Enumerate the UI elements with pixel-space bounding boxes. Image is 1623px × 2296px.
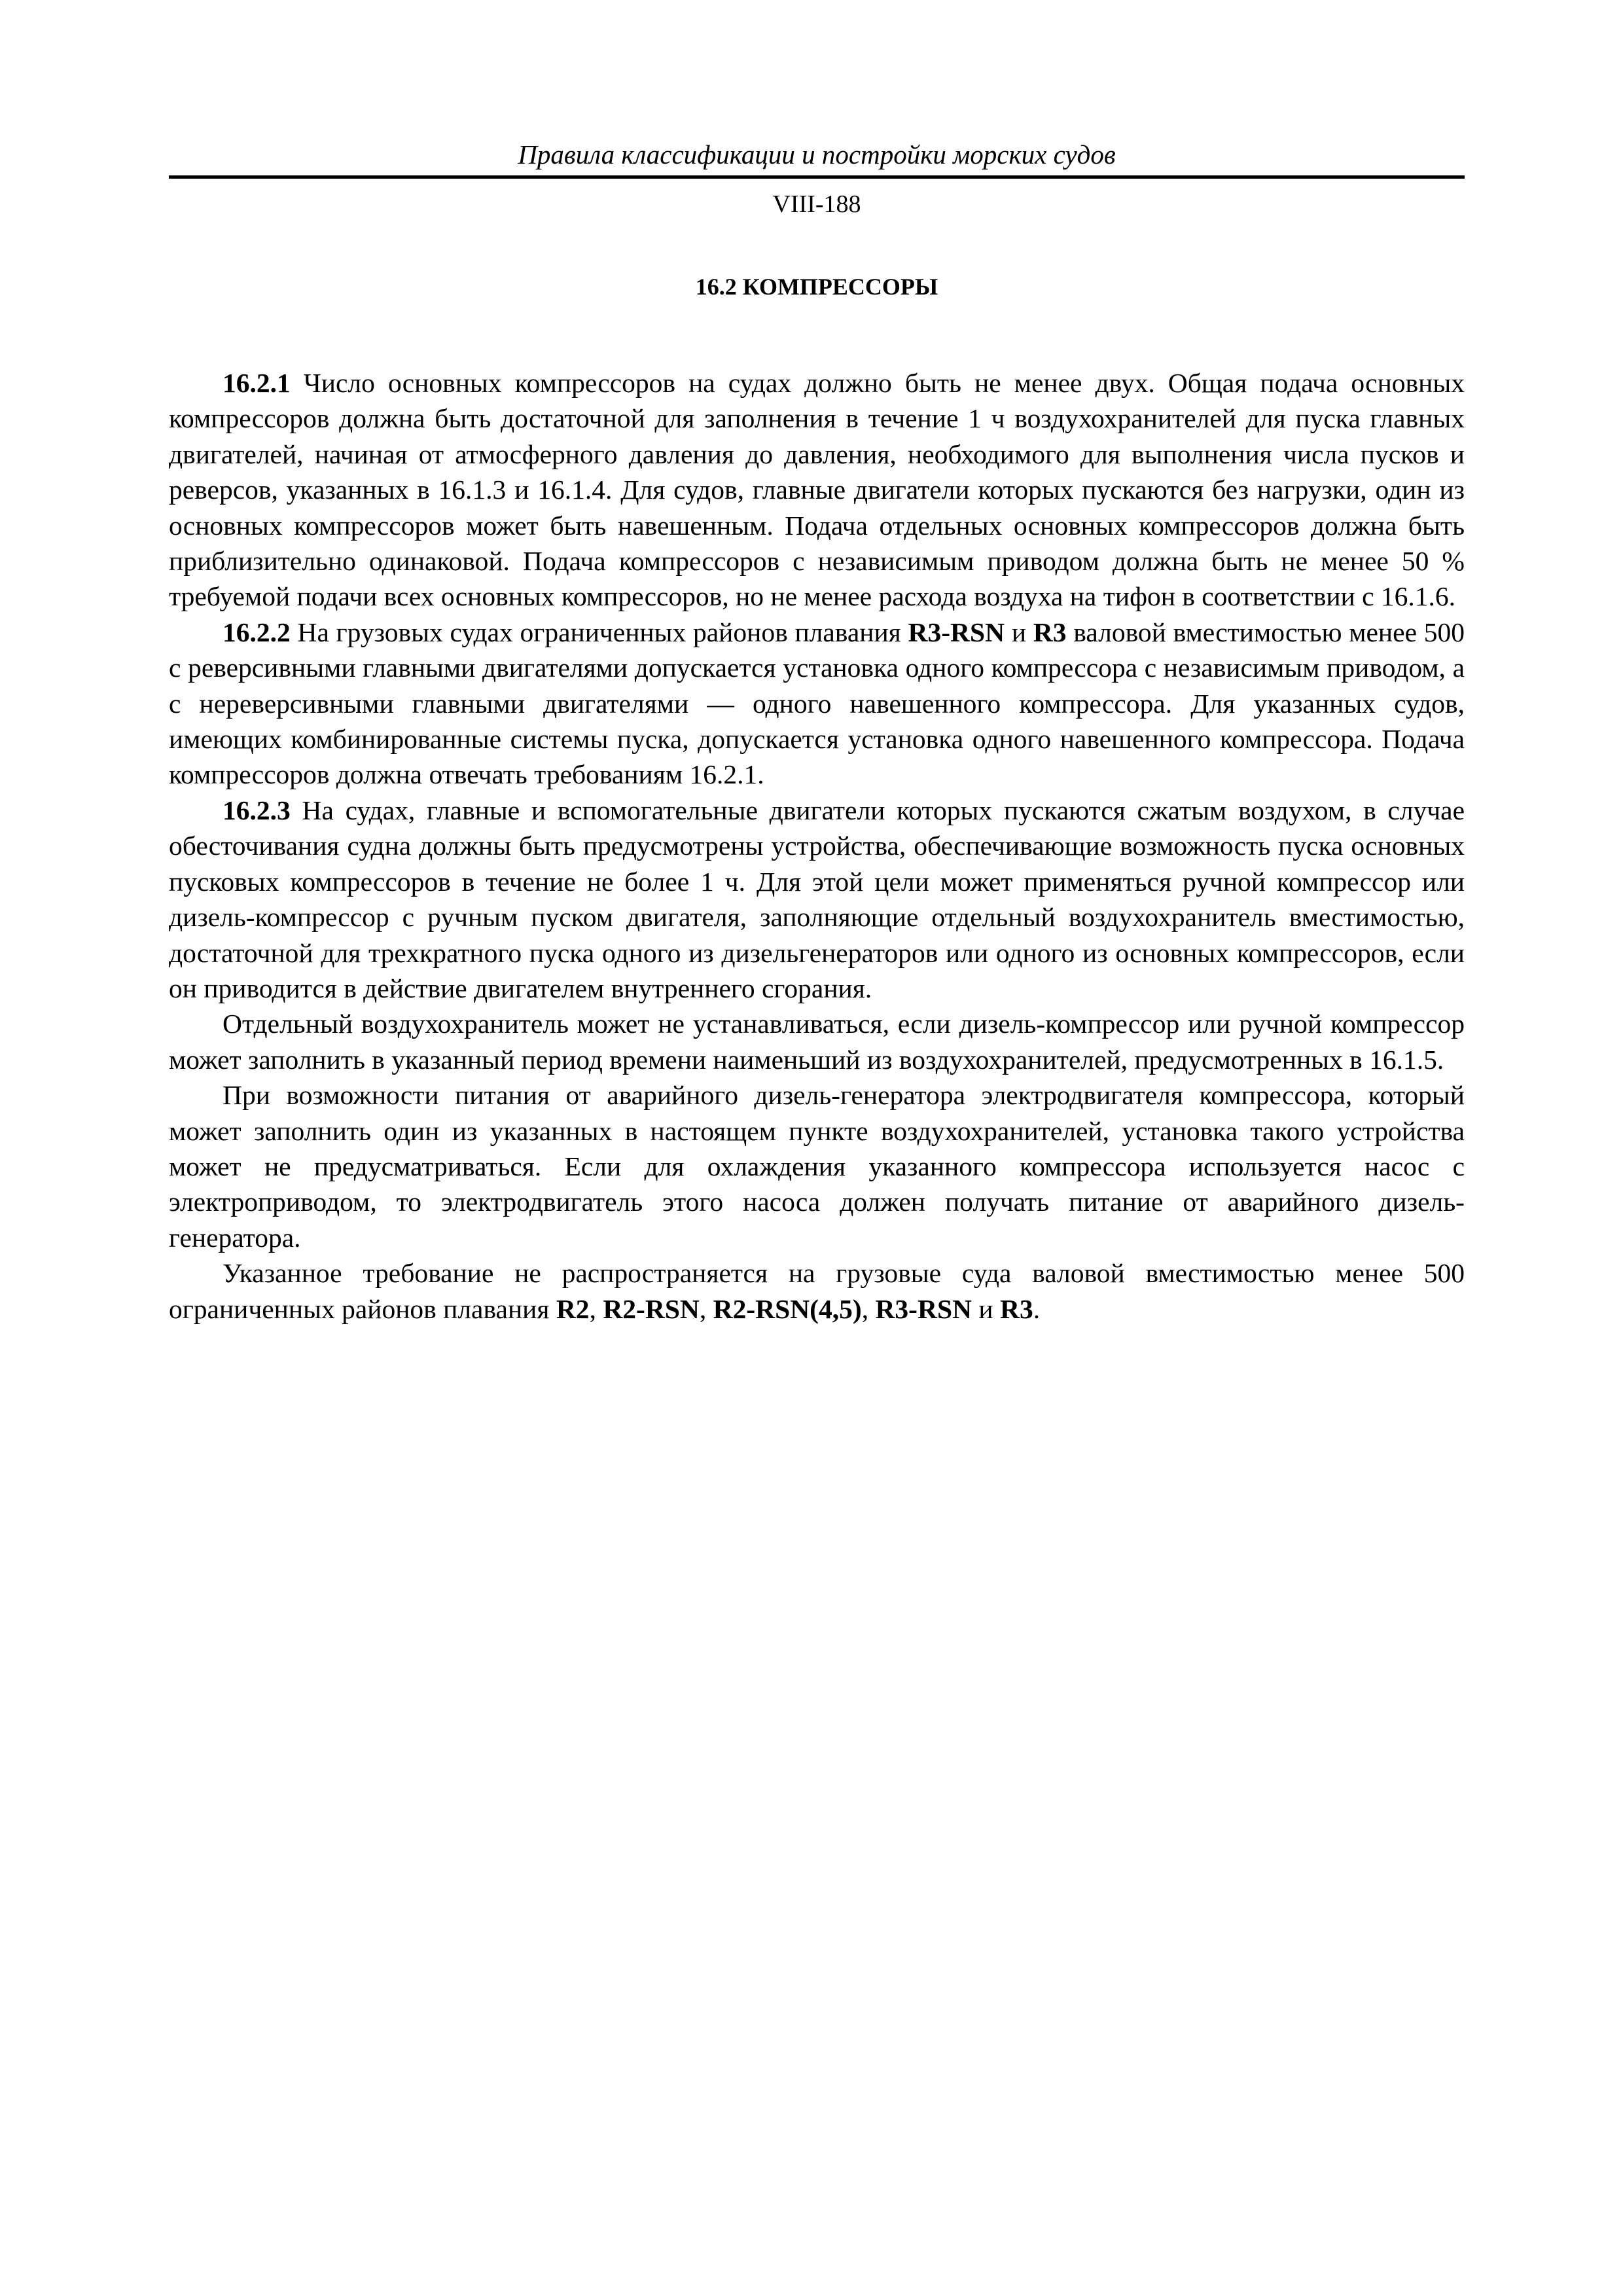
clause-16-2-1 [169,365,1465,615]
clause-text: валовой вместимостью менее 500 с реверсивными главными двигателями допускается установка одного компрессора с независимым приводом, а с нереверсивными главными двигателями — одного навешенного компрессора. Для указанных судов, имеющих комбинированные системы пуска, допускается установка одного навешенного компрессора. Подача компрессоров должна отвечать требованиям 16.2.1. [169,617,1465,790]
navigation-area-mark: R2 [556,1293,590,1324]
clause-16-2-2 [169,615,1465,793]
page-number: VIII-188 [772,190,861,218]
header-rule [169,175,1465,179]
clause-16-2-3-paragraph-2: Отдельный воздухохранитель может не устанавливаться, если дизель-компрессор или ручной компрессор может заполнить в указанный период времени наименьший из воздухохранителей, предусмотренных в 16.1.5. [169,1009,1465,1075]
navigation-area-mark: R3-RSN [875,1293,972,1324]
section-title: 16.2 КОМПРЕССОРЫ [695,274,938,300]
separator: , [589,1293,603,1324]
clause-text: На грузовых судах ограниченных районов плавания [290,617,908,647]
separator: , [861,1293,876,1324]
separator: и [972,1293,1000,1324]
sentence-end: . [1033,1293,1041,1324]
navigation-area-mark: R3 [999,1293,1033,1324]
clause-16-2-3-paragraph-4 [169,1255,1465,1327]
navigation-area-mark: R3 [1033,617,1067,647]
navigation-area-mark: R2-RSN(4,5) [713,1293,862,1324]
clause-16-2-3 [169,793,1465,1006]
clause-number: 16.2.2 [223,617,291,647]
clause-text: На судах, главные и вспомогательные двигатели которых пускаются сжатым воздухом, в случае обесточивания судна должны быть предусмотрены устройства, обеспечивающие возможность пуска основных пусковых компрессоров в течение не более 1 ч. Для этой цели может применяться ручной компрессор или дизель-компрессор с ручным пуском двигателя, заполняющие отдельный воздухохранитель вместимостью, достаточной для трехкратного пуска одного из дизельгенераторов или одного из основных компрессоров, если он приводится в действие двигателем внутреннего сгорания. [169,795,1465,1003]
navigation-area-mark: R3-RSN [908,617,1005,647]
separator: , [699,1293,713,1324]
clause-number: 16.2.1 [223,368,291,398]
running-header-title: Правила классификации и постройки морских судов [518,139,1116,170]
clause-16-2-3-paragraph-3: При возможности питания от аварийного дизель-генератора электродвигателя компрессора, который может заполнить один из указанных в настоящем пункте воздухохранителей, установка такого устройства может не предусматриваться. Если для охлаждения указанного компрессора используется насос с электроприводом, то электродвигатель этого насоса должен получать питание от аварийного дизель-генератора. [169,1080,1465,1253]
clause-text: Указанное требование не распространяется на грузовые суда валовой вместимостью менее 500 ограниченных районов плавания [169,1258,1465,1324]
navigation-area-mark: R2-RSN [603,1293,700,1324]
clause-text: и [1005,617,1033,647]
clause-text: Число основных компрессоров на судах должно быть не менее двух. Общая подача основных компрессоров должна быть достаточной для заполнения в течение 1 ч воздухохранителей для пуска главных двигателей, начиная от атмосферного давления до давления, необходимого для выполнения числа пусков и реверсов, указанных в 16.1.3 и 16.1.4. Для судов, главные двигатели которых пускаются без нагрузки, один из основных компрессоров может быть навешенным. Подача отдельных основных компрессоров должна быть приблизительно одинаковой. Подача компрессоров с независимым приводом должна быть не менее 50 % требуемой подачи всех основных компрессоров, но не менее расхода воздуха на тифон в соответствии с 16.1.6. [169,368,1465,612]
section-body [169,365,1465,1327]
clause-number: 16.2.3 [223,795,291,825]
